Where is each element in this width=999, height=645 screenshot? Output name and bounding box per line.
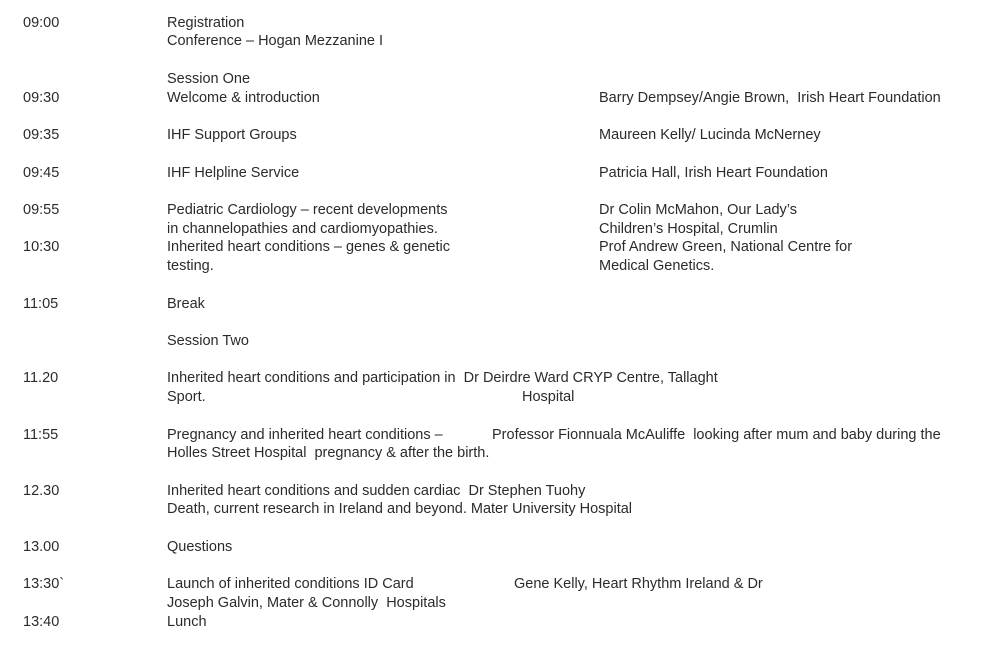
item-speaker-support-groups: Maureen Kelly/ Lucinda McNerney	[599, 127, 821, 143]
item-title-pediatric-line2: in channelopathies and cardiomyopathies.	[167, 221, 438, 237]
item-speaker-welcome: Barry Dempsey/Angie Brown, Irish Heart Foundation	[599, 90, 941, 106]
time-0930: 09:30	[23, 90, 60, 106]
item-speaker-pediatric-line2: Children’s Hospital, Crumlin	[599, 221, 778, 237]
item-sport-line2b: Hospital	[522, 389, 575, 405]
item-speaker-pediatric-line1: Dr Colin McMahon, Our Lady’s	[599, 202, 797, 218]
item-sudden-cardiac-line1: Inherited heart conditions and sudden cardiac Dr Stephen Tuohy	[167, 483, 586, 499]
item-title-welcome: Welcome & introduction	[167, 90, 320, 106]
item-title-support-groups: IHF Support Groups	[167, 127, 297, 143]
time-1340: 13:40	[23, 614, 60, 630]
time-1230: 12.30	[23, 483, 60, 499]
item-title-pediatric-line1: Pediatric Cardiology – recent developments	[167, 202, 448, 218]
time-break: 11:05	[23, 296, 59, 312]
registration-location: Conference – Hogan Mezzanine I	[167, 33, 384, 49]
item-sport-line2a: Sport.	[167, 389, 206, 405]
time-1030: 10:30	[23, 239, 60, 255]
time-0935: 09:35	[23, 127, 60, 143]
time-1120: 11.20	[23, 370, 59, 386]
time-registration: 09:00	[23, 15, 60, 31]
session-one-heading: Session One	[167, 71, 251, 87]
item-title-genetics-line1: Inherited heart conditions – genes & genetic	[167, 239, 450, 255]
item-speaker-genetics-line1: Prof Andrew Green, National Centre for	[599, 239, 853, 255]
item-id-card-line1a: Launch of inherited conditions ID Card	[167, 576, 414, 592]
item-speaker-helpline: Patricia Hall, Irish Heart Foundation	[599, 165, 828, 181]
item-sport-line1: Inherited heart conditions and participation in Dr Deirdre Ward CRYP Centre, Tallaght	[167, 370, 718, 386]
session-two-heading: Session Two	[167, 333, 249, 349]
item-title-helpline: IHF Helpline Service	[167, 165, 300, 181]
time-1155: 11:55	[23, 427, 59, 443]
time-1300: 13.00	[23, 539, 60, 555]
item-questions: Questions	[167, 539, 233, 555]
time-0955: 09:55	[23, 202, 60, 218]
item-id-card-line1b: Gene Kelly, Heart Rhythm Ireland & Dr	[514, 576, 763, 592]
item-speaker-genetics-line2: Medical Genetics.	[599, 258, 715, 274]
registration-title: Registration	[167, 15, 245, 31]
item-title-genetics-line2: testing.	[167, 258, 214, 274]
item-id-card-line2: Joseph Galvin, Mater & Connolly Hospitals	[167, 595, 446, 611]
break-title: Break	[167, 296, 205, 312]
item-pregnancy-line1a: Pregnancy and inherited heart conditions –	[167, 427, 443, 443]
item-sudden-cardiac-line2: Death, current research in Ireland and beyond. Mater University Hospital	[167, 501, 633, 517]
item-lunch: Lunch	[167, 614, 207, 630]
item-pregnancy-line1b: Professor Fionnuala McAuliffe looking after mum and baby during the	[492, 427, 941, 443]
time-1330: 13:30`	[23, 576, 65, 592]
item-pregnancy-line2: Holles Street Hospital pregnancy & after the birth.	[167, 445, 490, 461]
time-0945: 09:45	[23, 165, 60, 181]
